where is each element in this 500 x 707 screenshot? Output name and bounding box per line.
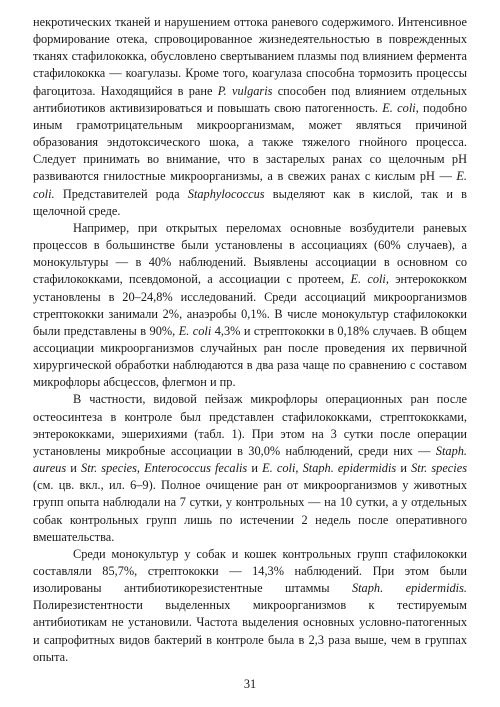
italic-run: P. vulgaris xyxy=(217,83,273,98)
paragraph-4 xyxy=(33,546,467,666)
italic-run: E. coli xyxy=(178,323,212,338)
text-run: Представителей рода xyxy=(54,186,188,201)
text-run: и xyxy=(247,461,263,476)
paragraph-3 xyxy=(33,391,467,545)
text-run: выделяют как в кислой, так и в щелочной среде. xyxy=(33,186,467,218)
text-run: 4,3% и стрептококки в 0,18% случаев. В общем ассоциации микроорганизмов случайных ран после проведения их первичной хирургической обработки наблюдаются в два раза чаще по сравнению с составом микрофлоры абсцессов, флегмон и пр. xyxy=(33,323,467,390)
text-run: и xyxy=(66,461,82,476)
italic-run: Staph. epidermidis. xyxy=(351,581,467,596)
italic-run: E. coli xyxy=(382,100,416,115)
text-run: , подобно иным грамотрицательным микроорганизмам, может являться причиной образования эндотоксического шока, а также тяжелого гнойного процесса. Следует принимать во внимание, что в застарелых ранах со щелочным pH развиваются гнилостные микроорганизмы, а в свежих ранах с кислым pH — xyxy=(33,100,467,184)
text-run: способен под влиянием отдельных антибиотиков активизироваться и повышать свою патогенность. xyxy=(33,83,467,115)
text-run: , энтерококком установлены в 20–24,8% исследований. Среди ассоциаций микроорганизмов стрептококки занимали 2%, анаэробы 0,1%. В числе монокультур стафилококки были представлены в 90%, xyxy=(33,272,467,338)
text-run: некротических тканей и нарушением оттока раневого содержимого. Интенсивное формирование отека, спровоцированное жизнедеятельностью в поврежденных тканях стафилококка, обусловлено свертыванием плазмы под влиянием фермента стафилококка — коагулазы. Кроме того, коагулаза способна тормозить процессы фагоцитоза. Находящийся в ране xyxy=(33,15,467,98)
text-run: (см. цв. вкл., ил. 6–9). Полное очищение ран от микроорганизмов у животных групп опыта наблюдали на 7 сутки, у контрольных — на 10 сутки, а у отдельных собак контрольных групп лишь по истечении 2 недель после оперативного вмешательства. xyxy=(33,478,467,544)
italic-run: Str. species xyxy=(411,461,467,476)
text-run: Среди монокультур у собак и кошек контрольных групп стафилококки составляли 85,7%, стрептококки — 14,3% наблюдений. При этом были изолированы антибиотикорезистентные штаммы xyxy=(33,546,467,596)
italic-run: Staphylococcus xyxy=(187,186,265,201)
italic-run: Str. species, Enterococcus fecalis xyxy=(81,461,248,476)
page-number: 31 xyxy=(243,677,257,691)
text-run: и xyxy=(396,461,412,476)
text-run: Полирезистентности выделенных микроорганизмов к тестируемым антибиотикам не установили. Частота выделения основных условно-патогенных и сапрофитных видов бактерий в контроле была в 2,3 раза выше, чем в группах опыта. xyxy=(33,598,467,664)
italic-run: E. coli. xyxy=(33,169,467,201)
italic-run: E. coli, Staph. epidermidis xyxy=(262,461,397,476)
italic-run: E. coli xyxy=(350,272,386,287)
paragraph-1 xyxy=(33,14,467,220)
italic-run: Staph. aureus xyxy=(33,443,467,476)
text-run: В частности, видовой пейзаж микрофлоры операционных ран после остеосинтеза в контроле был представлен стафилококками, стрептококками, энтерококками, эшерихиями (табл. 1). При этом на 3 сутки после операции установлены микробные ассоциации в 30,0% наблюдений, среди них — xyxy=(33,392,467,458)
text-run: Например, при открытых переломах основные возбудители раневых процессов в большинстве были установлены в ассоциациях (60% случаев), а монокультуры — в 40% наблюдений. Выявлены ассоциации в основном со стафилококками, псевдомоной, а ассоциации с протеем, xyxy=(33,220,467,287)
paragraph-2 xyxy=(33,220,467,392)
